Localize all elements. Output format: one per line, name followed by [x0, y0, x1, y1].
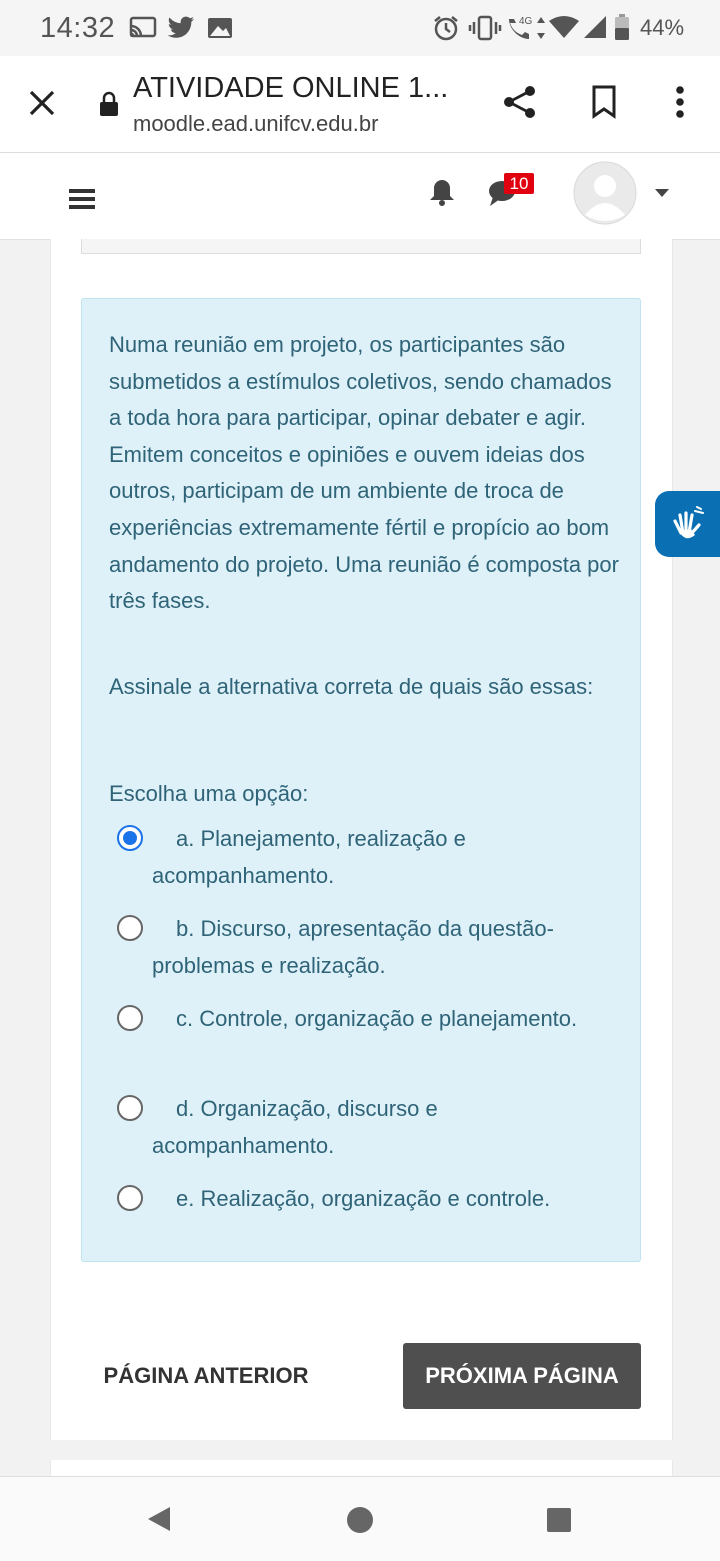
bell-icon[interactable]	[428, 177, 456, 207]
option-a-label: a. Planejamento, realização e acompanhamento.	[152, 826, 466, 888]
question-instruction: Assinale a alternativa correta de quais são essas:	[109, 674, 594, 699]
option-c-label: c. Controle, organização e planejamento.	[176, 1006, 578, 1031]
message-count-badge: 10	[504, 173, 534, 194]
more-vert-icon[interactable]	[673, 84, 687, 120]
status-bar	[0, 0, 720, 56]
sign-language-icon	[667, 503, 709, 545]
page-title: ATIVIDADE ONLINE 1...	[133, 72, 449, 104]
data-arrows-icon	[536, 15, 546, 41]
lock-icon	[99, 91, 119, 117]
menu-icon[interactable]	[68, 187, 96, 211]
radio-option-d[interactable]	[117, 1095, 143, 1121]
radio-option-b[interactable]	[117, 915, 143, 941]
battery-icon	[614, 13, 630, 41]
recents-icon[interactable]	[546, 1507, 572, 1533]
next-page-button[interactable]: PRÓXIMA PÁGINA	[403, 1343, 641, 1409]
avatar[interactable]	[573, 161, 637, 225]
signal-icon	[582, 14, 608, 40]
cast-icon	[128, 16, 158, 40]
chevron-down-icon[interactable]	[654, 188, 670, 198]
battery-percent: 44%	[640, 15, 685, 40]
share-icon[interactable]	[502, 84, 538, 120]
system-nav-bar	[0, 1476, 720, 1561]
status-time: 14:32	[40, 12, 116, 44]
option-b-label: b. Discurso, apresentação da questão-problemas e realização.	[152, 916, 554, 978]
content-panel	[50, 239, 673, 1440]
radio-option-c[interactable]	[117, 1005, 143, 1031]
moodle-header	[0, 153, 720, 240]
radio-option-e[interactable]	[117, 1185, 143, 1211]
back-icon[interactable]	[146, 1505, 172, 1533]
option-e[interactable]	[112, 1180, 622, 1217]
radio-option-a[interactable]	[117, 825, 143, 851]
wifi-icon	[548, 15, 580, 39]
option-c[interactable]	[112, 1000, 622, 1037]
bookmark-icon[interactable]	[590, 84, 618, 120]
svg-text:4G: 4G	[519, 16, 533, 27]
option-a[interactable]	[112, 820, 622, 894]
option-e-label: e. Realização, organização e controle.	[176, 1186, 551, 1211]
home-icon[interactable]	[346, 1506, 374, 1534]
alarm-icon	[432, 14, 460, 42]
next-block-strip	[50, 1460, 673, 1476]
twitter-icon	[166, 15, 196, 41]
previous-page-button[interactable]: PÁGINA ANTERIOR	[81, 1343, 331, 1409]
close-icon[interactable]	[28, 89, 56, 117]
option-d-label: d. Organização, discurso e acompanhamento.	[152, 1096, 438, 1158]
question-box	[81, 298, 641, 1262]
choose-option-label: Escolha uma opção:	[109, 781, 309, 806]
call-4g-icon	[506, 13, 536, 43]
browser-toolbar	[0, 56, 720, 153]
page-url[interactable]: moodle.ead.unifcv.edu.br	[133, 111, 379, 136]
question-text: Numa reunião em projeto, os participantes são submetidos a estímulos coletivos, sendo chamados a toda hora para participar, opinar debater e agir. Emitem conceitos e opiniões e ouvem ideias dos outros, participam de um ambiente de troca de experiências extremamente fértil e propício ao bom andamento do projeto. Uma reunião é composta por três fases.	[109, 332, 619, 614]
option-d[interactable]	[112, 1090, 622, 1164]
previous-question-box	[81, 239, 641, 254]
sign-language-button[interactable]	[655, 491, 720, 557]
vibrate-icon	[468, 15, 502, 41]
image-icon	[206, 16, 234, 40]
option-b[interactable]	[112, 910, 622, 984]
